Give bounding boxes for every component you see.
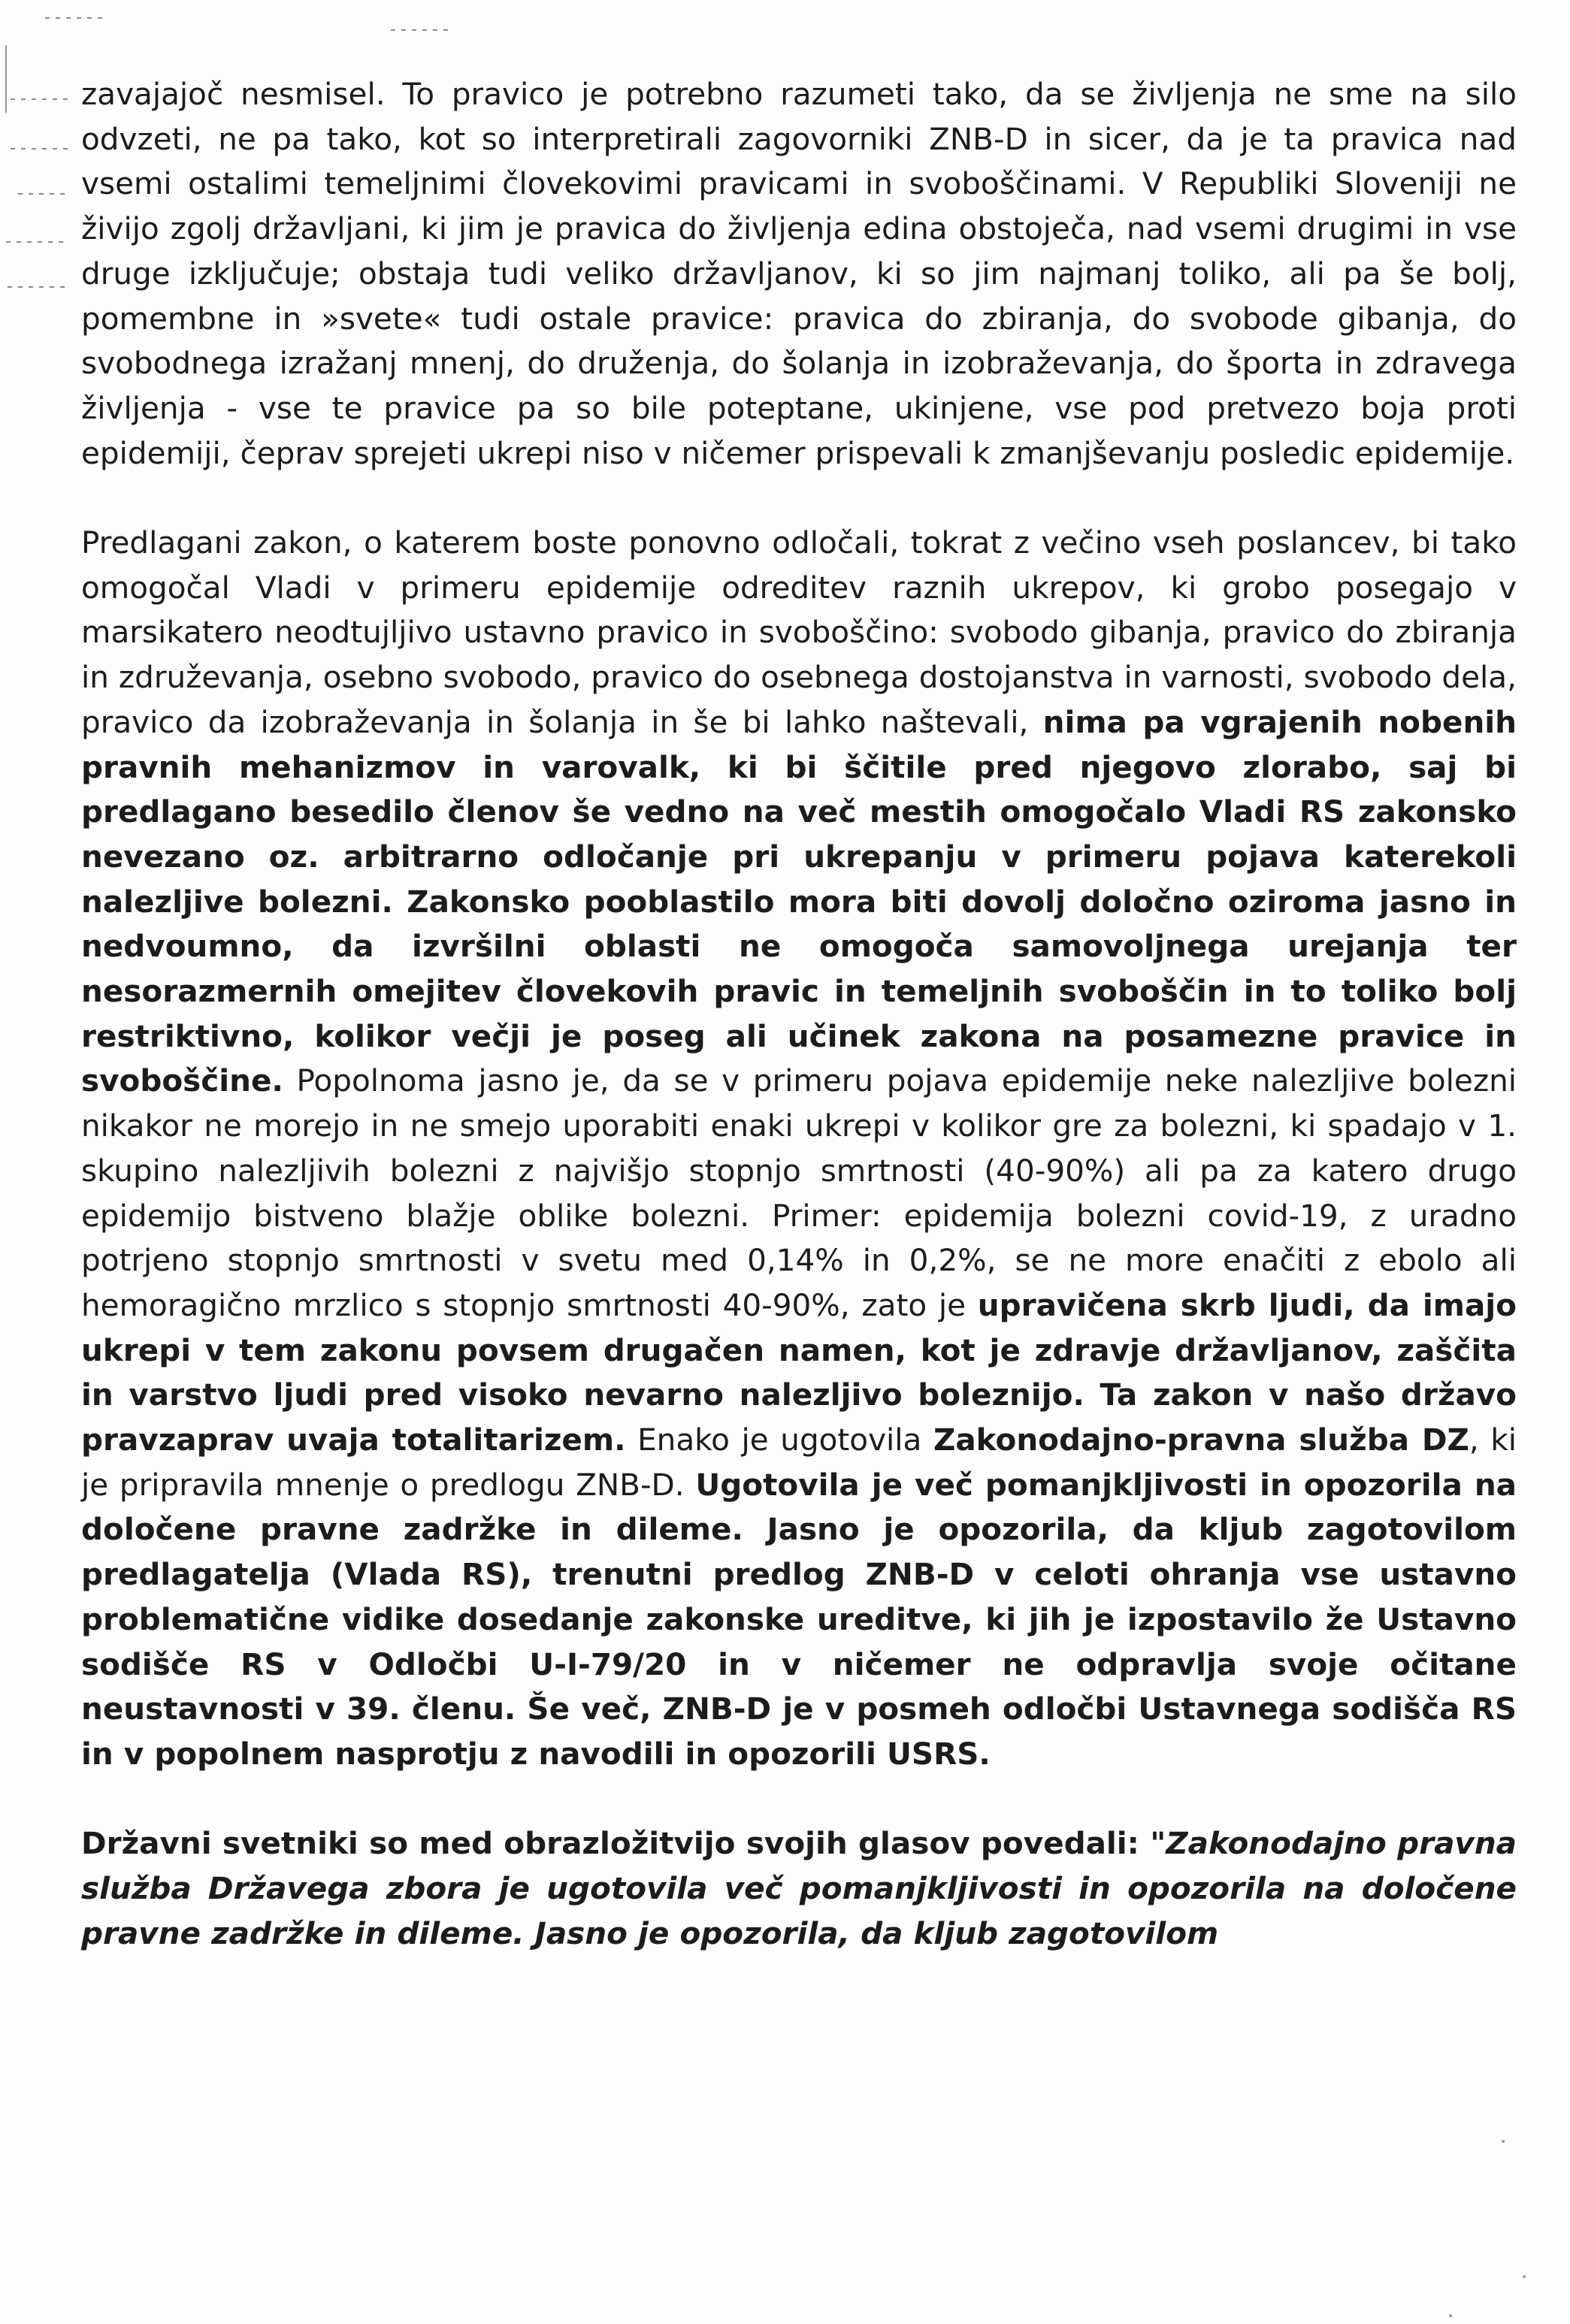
paragraph-text: , ki je pripravila mnenje o predlogu ZNB-D. — [81, 1422, 1517, 1503]
paragraph — [81, 1821, 1517, 1956]
paragraph-text: "Zakonodajno pravna služba Državega zbora je ugotovila več pomanjkljivosti in opozorila na določene pravne zadržke in dileme. Jasno je opozorila, da kljub zagotovilom — [81, 1825, 1517, 1951]
paragraph — [81, 521, 1517, 1777]
paragraph — [81, 72, 1517, 476]
paragraph-text: Ugotovila je več pomanjkljivosti in opozorila na določene pravne zadržke in dileme. Jasno je opozorila, da kljub zagotovilom predlagatelja (Vlada RS), trenutni predlog ZNB-D v celoti ohranja vse ustavno problematične vidike dosedanje zakonske ureditve, ki jih je izpostavilo že Ustavno sodišče RS v Odločbi U-I-79/20 in v ničemer ne odpravlja svoje očitane neustavnosti v 39. členu. Še več, ZNB-D je v posmeh odločbi Ustavnega sodišča RS in v popolnem nasprotju z navodili in opozorili USRS. — [81, 1466, 1517, 1772]
paragraph-text: Popolnoma jasno je, da se v primeru pojava epidemije neke nalezljive bolezni nikakor ne morejo in ne smejo uporabiti enaki ukrepi v kolikor gre za bolezni, ki spadajo v 1. skupino nalezljivih bolezni z najvišjo stopnjo smrtnosti (40-90%) ali pa za katero drugo epidemijo bistveno blažje oblike bolezni. Primer: epidemija bolezni covid-19, z uradno potrjeno stopnjo smrtnosti v svetu med 0,14% in 0,2%, se ne more enačiti z ebolo ali hemoragično mrzlico s stopnjo smrtnosti 40-90%, zato je — [81, 1062, 1517, 1323]
paragraph-text: Predlagani zakon, o katerem boste ponovno odločali, tokrat z večino vseh poslancev, bi tako omogočal Vladi v primeru epidemije odreditev raznih ukrepov, ki grobo posegajo v marsikatero neodtujljivo ustavno pravico in svoboščino: svobodo gibanja, pravico do zbiranja in združevanja, osebno svobodo, pravico do osebnega dostojanstva in varnosti, svobodo dela, pravico da izobraževanja in šolanja in še bi lahko naštevali, — [81, 524, 1517, 740]
paragraph-text: zavajajoč nesmisel. To pravico je potrebno razumeti tako, da se življenja ne sme na silo odvzeti, ne pa tako, kot so interpretirali zagovorniki ZNB-D in sicer, da je ta pravica nad vsemi ostalimi temeljnimi človekovimi pravicami in svoboščinami. V Republiki Sloveniji ne živijo zgolj državljani, ki jim je pravica do življenja edina obstoječa, nad vsemi drugimi in vse druge izključuje; obstaja tudi veliko državljanov, ki so jim najmanj toliko, ali pa še bolj, pomembne in »svete« tudi ostale pravice: pravica do zbiranja, do svobode gibanja, do svobodnega izražanj mnenj, do druženja, do šolanja in izobraževanja, do športa in zdravega življenja - vse te pravice pa so bile poteptane, ukinjene, vse pod pretvezo boja proti epidemiji, čeprav sprejeti ukrepi niso v ničemer prispevali k zmanjševanju posledic epidemije. — [81, 76, 1517, 471]
paragraph-text: Enako je ugotovila — [625, 1422, 933, 1458]
paragraph-text: Državni svetniki so med obrazložitvijo svojih glasov povedali: — [81, 1825, 1151, 1862]
document-body — [81, 72, 1517, 1957]
paragraph-text: Zakonodajno-pravna služba DZ — [933, 1422, 1469, 1458]
paragraph-text: nima pa vgrajenih nobenih pravnih mehanizmov in varovalk, ki bi ščitile pred njegovo zlorabo, saj bi predlagano besedilo členov še vedno na več mestih omogočalo Vladi RS zakonsko nevezano oz. arbitrarno odločanje pri ukrepanju v primeru pojava katerekoli nalezljive bolezni. Zakonsko pooblastilo mora biti dovolj določno oziroma jasno in nedvoumno, da izvršilni oblasti ne omogoča samovoljnega urejanja ter nesorazmernih omejitev človekovih pravic in temeljnih svoboščin in to toliko bolj restriktivno, kolikor večji je poseg ali učinek zakona na posamezne pravice in svoboščine. — [81, 703, 1517, 1099]
paragraph-text: upravičena skrb ljudi, da imajo ukrepi v tem zakonu povsem drugačen namen, kot je zdravje državljanov, zaščita in varstvo ljudi pred visoko nevarno nalezljivo boleznijo. Ta zakon v našo državo pravzaprav uvaja totalitarizem. — [81, 1286, 1517, 1458]
